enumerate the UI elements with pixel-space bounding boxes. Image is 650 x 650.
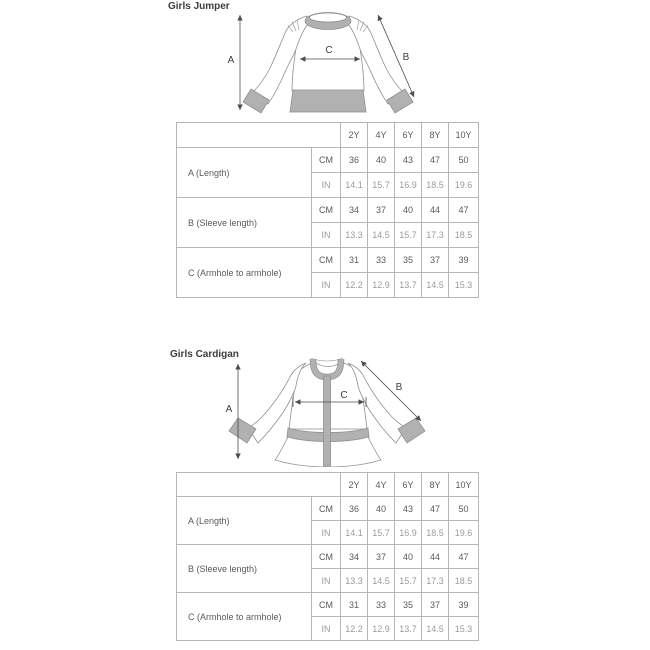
unit-cell: IN	[312, 521, 341, 545]
value-cell: 16.9	[395, 521, 422, 545]
unit-cell: CM	[312, 593, 341, 617]
value-cell: 15.3	[449, 617, 479, 641]
value-cell: 35	[395, 593, 422, 617]
value-cell: 35	[395, 248, 422, 273]
value-cell: 31	[341, 593, 368, 617]
dim-label-a: A	[227, 55, 235, 66]
jumper-neck-opening	[310, 13, 347, 22]
unit-cell: IN	[312, 569, 341, 593]
measure-label-cell: A (Length)	[177, 148, 312, 198]
value-cell: 47	[422, 497, 449, 521]
section-title-jumper: Girls Jumper	[168, 1, 230, 12]
value-cell: 19.6	[449, 173, 479, 198]
unit-cell: CM	[312, 198, 341, 223]
value-cell: 34	[341, 545, 368, 569]
value-cell: 31	[341, 248, 368, 273]
value-cell: 47	[422, 148, 449, 173]
value-cell: 50	[449, 148, 479, 173]
value-cell: 14.5	[368, 569, 395, 593]
measure-row-cm	[177, 593, 479, 617]
value-cell: 13.7	[395, 273, 422, 298]
value-cell: 12.9	[368, 273, 395, 298]
value-cell: 40	[395, 545, 422, 569]
value-cell: 13.7	[395, 617, 422, 641]
jumper-diagram	[220, 10, 450, 118]
size-header-cell: 6Y	[395, 123, 422, 148]
value-cell: 44	[422, 545, 449, 569]
header-row	[177, 123, 479, 148]
value-cell: 43	[395, 148, 422, 173]
unit-cell: IN	[312, 273, 341, 298]
value-cell: 15.7	[368, 521, 395, 545]
value-cell: 13.3	[341, 223, 368, 248]
value-cell: 36	[341, 148, 368, 173]
value-cell: 14.5	[368, 223, 395, 248]
measure-label-cell: B (Sleeve length)	[177, 545, 312, 593]
unit-cell: IN	[312, 617, 341, 641]
unit-cell: IN	[312, 173, 341, 198]
cardigan-size-table	[176, 472, 479, 641]
size-header-cell: 10Y	[449, 123, 479, 148]
measure-row-cm	[177, 198, 479, 223]
jumper-hem-band	[290, 90, 366, 112]
value-cell: 18.5	[449, 569, 479, 593]
value-cell: 39	[449, 248, 479, 273]
size-header-cell: 8Y	[422, 123, 449, 148]
value-cell: 47	[449, 198, 479, 223]
cardigan-diagram	[225, 353, 440, 467]
value-cell: 19.6	[449, 521, 479, 545]
unit-cell: CM	[312, 148, 341, 173]
value-cell: 44	[422, 198, 449, 223]
measure-row-cm	[177, 248, 479, 273]
value-cell: 50	[449, 497, 479, 521]
jumper-body	[292, 23, 364, 91]
size-header-cell: 6Y	[395, 473, 422, 497]
cardigan-placket	[324, 376, 331, 466]
measure-row-cm	[177, 545, 479, 569]
value-cell: 18.5	[422, 173, 449, 198]
size-header-cell: 4Y	[368, 123, 395, 148]
value-cell: 15.7	[395, 223, 422, 248]
value-cell: 15.7	[395, 569, 422, 593]
measure-label-cell: C (Armhole to armhole)	[177, 593, 312, 641]
corner-cell	[177, 473, 341, 497]
corner-cell	[177, 123, 341, 148]
value-cell: 36	[341, 497, 368, 521]
measure-row-cm	[177, 497, 479, 521]
value-cell: 13.3	[341, 569, 368, 593]
dim-label-b: B	[395, 382, 403, 393]
value-cell: 47	[449, 545, 479, 569]
value-cell: 14.1	[341, 521, 368, 545]
value-cell: 18.5	[422, 521, 449, 545]
size-header-cell: 4Y	[368, 473, 395, 497]
value-cell: 34	[341, 198, 368, 223]
value-cell: 37	[368, 198, 395, 223]
value-cell: 14.5	[422, 273, 449, 298]
measure-label-cell: C (Armhole to armhole)	[177, 248, 312, 298]
value-cell: 37	[368, 545, 395, 569]
value-cell: 14.5	[422, 617, 449, 641]
value-cell: 12.2	[341, 617, 368, 641]
measure-row-cm	[177, 148, 479, 173]
dim-label-b: B	[402, 52, 410, 63]
unit-cell: CM	[312, 545, 341, 569]
dim-label-c: C	[325, 45, 333, 56]
unit-cell: CM	[312, 497, 341, 521]
value-cell: 33	[368, 248, 395, 273]
dim-label-c: C	[340, 390, 348, 401]
value-cell: 17.3	[422, 223, 449, 248]
size-header-cell: 2Y	[341, 473, 368, 497]
unit-cell: IN	[312, 223, 341, 248]
size-header-cell: 8Y	[422, 473, 449, 497]
measure-label-cell: A (Length)	[177, 497, 312, 545]
unit-cell: CM	[312, 248, 341, 273]
value-cell: 40	[395, 198, 422, 223]
value-cell: 17.3	[422, 569, 449, 593]
header-row	[177, 473, 479, 497]
value-cell: 40	[368, 148, 395, 173]
cardigan-right-cuff	[398, 418, 425, 443]
value-cell: 14.1	[341, 173, 368, 198]
value-cell: 15.7	[368, 173, 395, 198]
cardigan-left-cuff	[229, 418, 256, 443]
value-cell: 43	[395, 497, 422, 521]
section-title-cardigan: Girls Cardigan	[170, 349, 239, 360]
value-cell: 37	[422, 248, 449, 273]
size-header-cell: 10Y	[449, 473, 479, 497]
value-cell: 12.9	[368, 617, 395, 641]
size-header-cell: 2Y	[341, 123, 368, 148]
jumper-size-table	[176, 122, 479, 298]
measure-label-cell: B (Sleeve length)	[177, 198, 312, 248]
value-cell: 37	[422, 593, 449, 617]
dim-label-a: A	[225, 404, 233, 415]
value-cell: 15.3	[449, 273, 479, 298]
value-cell: 12.2	[341, 273, 368, 298]
value-cell: 39	[449, 593, 479, 617]
value-cell: 40	[368, 497, 395, 521]
value-cell: 33	[368, 593, 395, 617]
value-cell: 16.9	[395, 173, 422, 198]
value-cell: 18.5	[449, 223, 479, 248]
